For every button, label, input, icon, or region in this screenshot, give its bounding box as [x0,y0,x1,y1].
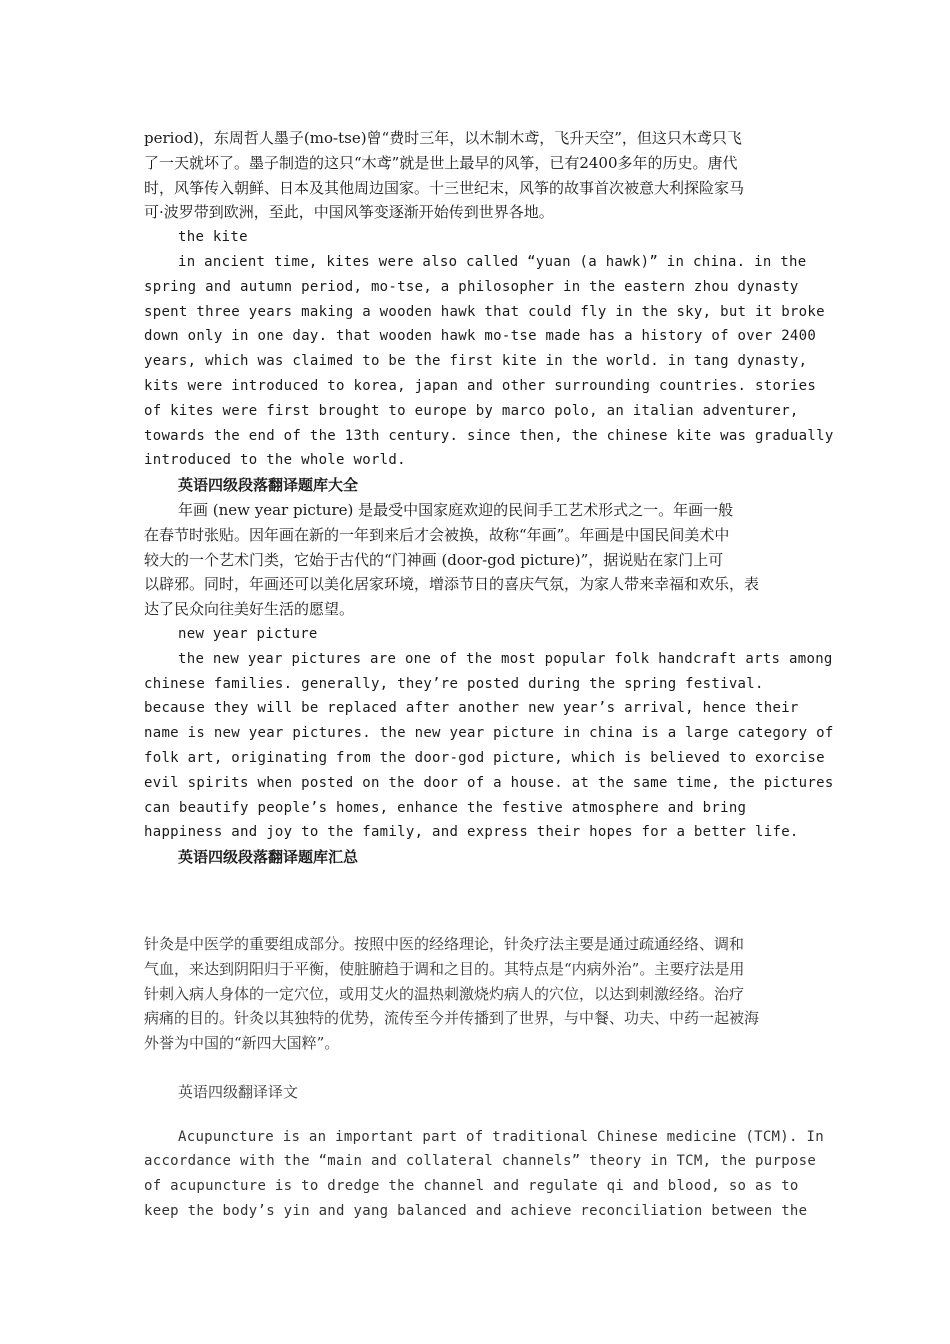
text-line: spent three years making a wooden hawk that could fly in the sky, but it broke [144,303,825,320]
text-line: 年画 (new year picture) 是最受中国家庭欢迎的民间手工艺术形式之一。年画一般 [178,500,734,519]
text-line: 以辟邪。同时，年画还可以美化居家环境，增添节日的喜庆气氛，为家人带来幸福和欢乐，表 [144,575,760,594]
new-year-english-paragraph [144,647,834,845]
translation-label: 英语四级翻译译文 [178,1082,299,1101]
section-heading: 英语四级段落翻译题库大全 [178,476,359,495]
acupuncture-english-paragraph [144,1125,824,1224]
text-line: 可·波罗带到欧洲，至此，中国风筝变逐渐开始传到世界各地。 [144,203,554,222]
text-line: accordance with the “main and collateral channels” theory in TCM, the purpose [144,1153,817,1170]
text-line: name is new year pictures. the new year picture in china is a large category of [144,725,834,742]
text-line: can beautify people’s homes, enhance the festive atmosphere and bring [144,799,747,816]
text-line: folk art, originating from the door-god picture, which is believed to exorcise [144,749,825,766]
text-line: kits were introduced to korea, japan and other surrounding countries. stories [144,377,817,394]
text-line: 外誉为中国的“新四大国粹”。 [144,1034,340,1053]
text-line: introduced to the whole world. [144,452,406,469]
kite-english-title: the kite [178,229,248,246]
text-line: happiness and joy to the family, and express their hopes for a better life. [144,824,799,841]
text-line: towards the end of the 13th century. since then, the chinese kite was gradually [144,427,834,444]
text-line: 较大的一个艺术门类，它始于古代的“门神画 (door-god picture)”，据说贴在家门上可 [144,550,724,569]
text-line: keep the body’s yin and yang balanced and achieve reconciliation between the [144,1203,808,1220]
text-line: 针灸是中医学的重要组成部分。按照中医的经络理论，针灸疗法主要是通过疏通经络、调和 [144,934,745,953]
text-line: 气血，来达到阴阳归于平衡，使脏腑趋于调和之目的。其特点是“内病外治”。主要疗法是用 [144,959,745,978]
kite-english-paragraph [144,250,834,473]
text-line: 病痛的目的。针灸以其独特的优势，流传至今并传播到了世界，与中餐、功夫、中药一起被海 [144,1009,760,1028]
text-line: 时，风筝传入朝鲜、日本及其他周边国家。十三世纪末，风筝的故事首次被意大利探险家马 [144,178,745,197]
section-heading: 英语四级段落翻译题库汇总 [178,848,359,867]
text-line: spring and autumn period, mo-tse, a philosopher in the eastern zhou dynasty [144,278,799,295]
text-line: 了一天就坏了。墨子制造的这只“木鸢”就是世上最早的风筝，已有2400多年的历史。唐代 [144,153,738,172]
text-line: because they will be replaced after another new year’s arrival, hence their [144,700,799,717]
text-line: period)，东周哲人墨子(mo-tse)曾“费时三年，以木制木鸢，飞升天空”，但这只木鸢只飞 [144,129,742,147]
document-page [144,126,834,1224]
text-line: chinese families. generally, they’re posted during the spring festival. [144,675,764,692]
text-line: 在春节时张贴。因年画在新的一年到来后才会被换，故称“年画”。年画是中国民间美术中 [144,525,730,544]
spacer [144,1105,809,1125]
spacer [144,1056,809,1080]
text-line: of acupuncture is to dredge the channel and regulate qi and blood, so as to [144,1178,799,1195]
text-line: 达了民众向往美好生活的愿望。 [144,600,355,619]
text-line: years, which was claimed to be the first kite in the world. in tang dynasty, [144,353,808,370]
new-year-english-title: new year picture [178,625,318,642]
text-line: Acupuncture is an important part of traditional Chinese medicine (TCM). In [178,1128,824,1145]
spacer [144,870,809,932]
text-line: in ancient time, kites were also called “yuan (a hawk)” in china. in the [178,253,807,270]
text-line: of kites were first brought to europe by marco polo, an italian adventurer, [144,402,799,419]
text-line: down only in one day. that wooden hawk mo-tse made has a history of over 2400 [144,328,817,345]
text-line: the new year pictures are one of the most popular folk handcraft arts among [178,650,833,667]
text-line: 针刺入病人身体的一定穴位，或用艾火的温热刺激烧灼病人的穴位，以达到刺激经络。治疗 [144,984,745,1003]
kite-chinese-paragraph [144,126,809,225]
acupuncture-chinese-paragraph [144,932,809,1056]
text-line: evil spirits when posted on the door of a house. at the same time, the pictures [144,774,834,791]
new-year-chinese-paragraph [144,498,809,622]
